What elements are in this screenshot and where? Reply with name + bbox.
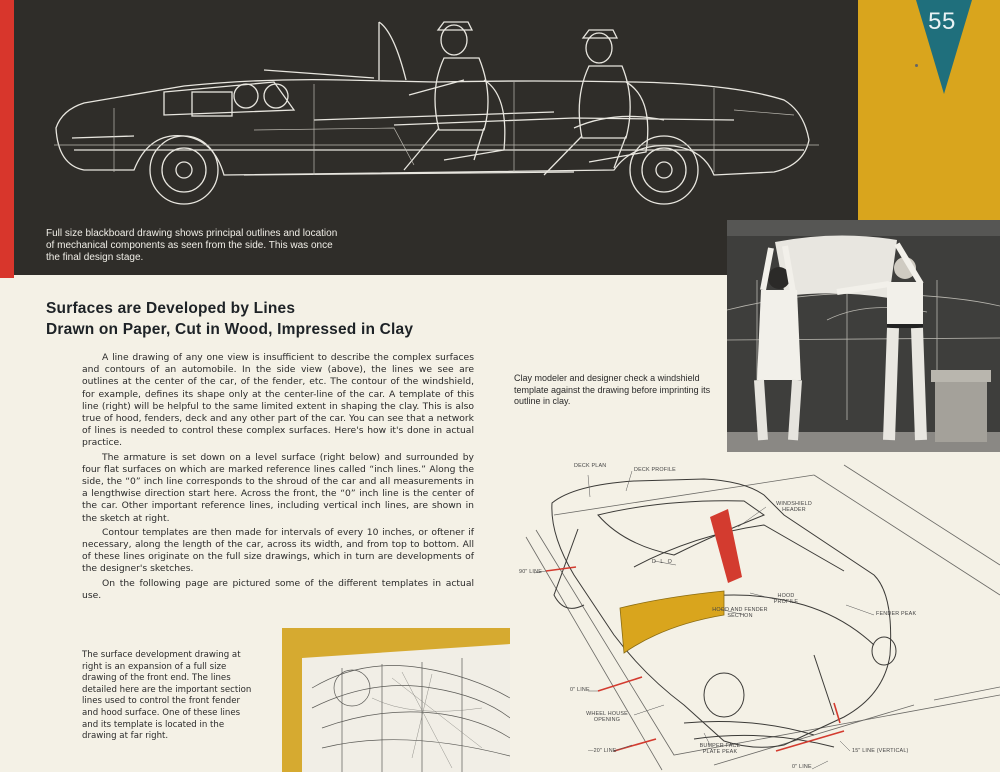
label-deck-plan: DECK PLAN	[574, 463, 607, 469]
label-90-inch-line: 90" LINE	[519, 569, 542, 575]
front-end-drawing-illustration	[282, 628, 510, 772]
label-bumper-face-plate-peak: BUMPER FACE PLATE PEAK	[699, 743, 741, 756]
label-0-inch-line-bottom: 0" LINE	[792, 764, 812, 770]
body-paragraph-3: Contour templates are then made for intervals of every 10 inches, or oftener if necessary, along the length of the car, across its width, and from top to bottom. All of these lines originate on the full size drawings, which in turn are developments of the designer's sketches.	[82, 526, 474, 575]
label-minus-20-line: —20" LINE	[588, 748, 617, 754]
surface-development-drawing	[282, 628, 510, 772]
label-wheel-house-opening: WHEEL HOUSE OPENING	[586, 711, 628, 724]
photo-illustration	[727, 220, 1000, 452]
page-number: 55	[928, 8, 956, 35]
label-0-inch-line: 0" LINE	[570, 687, 590, 693]
label-hood-fender-section: HOOD AND FENDER SECTION	[712, 607, 768, 620]
page-heading	[46, 298, 606, 340]
blackboard-caption: Full size blackboard drawing shows principal outlines and location of mechanical components as seen from the side. This was once the final design stage.	[46, 228, 338, 263]
photo-caption: Clay modeler and designer check a windshield template against the drawing before imprinting its outline in clay.	[514, 373, 711, 406]
label-15-inch-vertical: 15" LINE (VERTICAL)	[852, 748, 909, 754]
red-accent-strip	[0, 0, 14, 278]
label-dlo: D L O	[652, 559, 674, 565]
article-body	[82, 352, 474, 602]
front-drawing-caption: The surface development drawing at right is an expansion of a full size drawing of the front end. The lines detailed here are the important section lines used to control the front fender and hood surface. One of these lines and its template is located in the drawing at far right.	[82, 650, 252, 742]
heading-line-1: Surfaces are Developed by Lines	[46, 300, 296, 317]
body-paragraph-1: A line drawing of any one view is insufficient to describe the complex surfaces and contours of an automobile. In the side view (above), the lines we see are outlines at the center of the car, of the fender, etc. The contour of the windshield, for example, defines its shape only at the center-line of the car. A template of this line (right) will be helpful to the same limited extent in shaping the clay. This is also true of hood, fenders, deck and any other part of the car. You can see that a network of lines is needed to control these complex surfaces. Here's how it's done in actual practice.	[82, 352, 474, 449]
heading-line-2: Drawn on Paper, Cut in Wood, Impressed in Clay	[46, 321, 414, 338]
decorative-dot	[915, 64, 918, 67]
armature-sketch	[514, 455, 1000, 772]
clay-modeler-photo	[727, 220, 1000, 452]
label-hood-profile: HOOD PROFILE	[773, 593, 799, 606]
label-fender-peak: FENDER PEAK	[876, 611, 917, 617]
body-paragraph-4: On the following page are pictured some of the different templates in actual use.	[82, 577, 474, 601]
body-paragraph-2: The armature is set down on a level surface (right below) and surrounded by four flat surfaces on which are marked reference lines called “inch lines.” Along the side, the “0” inch line corresponds to the shroud of the car and all measurements in a lengthwise direction start here. Across the front, the “0” inch line is the center of the car. Other important reference lines, including vertical inch lines, are shown in the sketch at right.	[82, 451, 474, 524]
label-windshield-header: WINDSHIELD HEADER	[776, 501, 812, 514]
label-deck-profile: DECK PROFILE	[634, 467, 676, 473]
